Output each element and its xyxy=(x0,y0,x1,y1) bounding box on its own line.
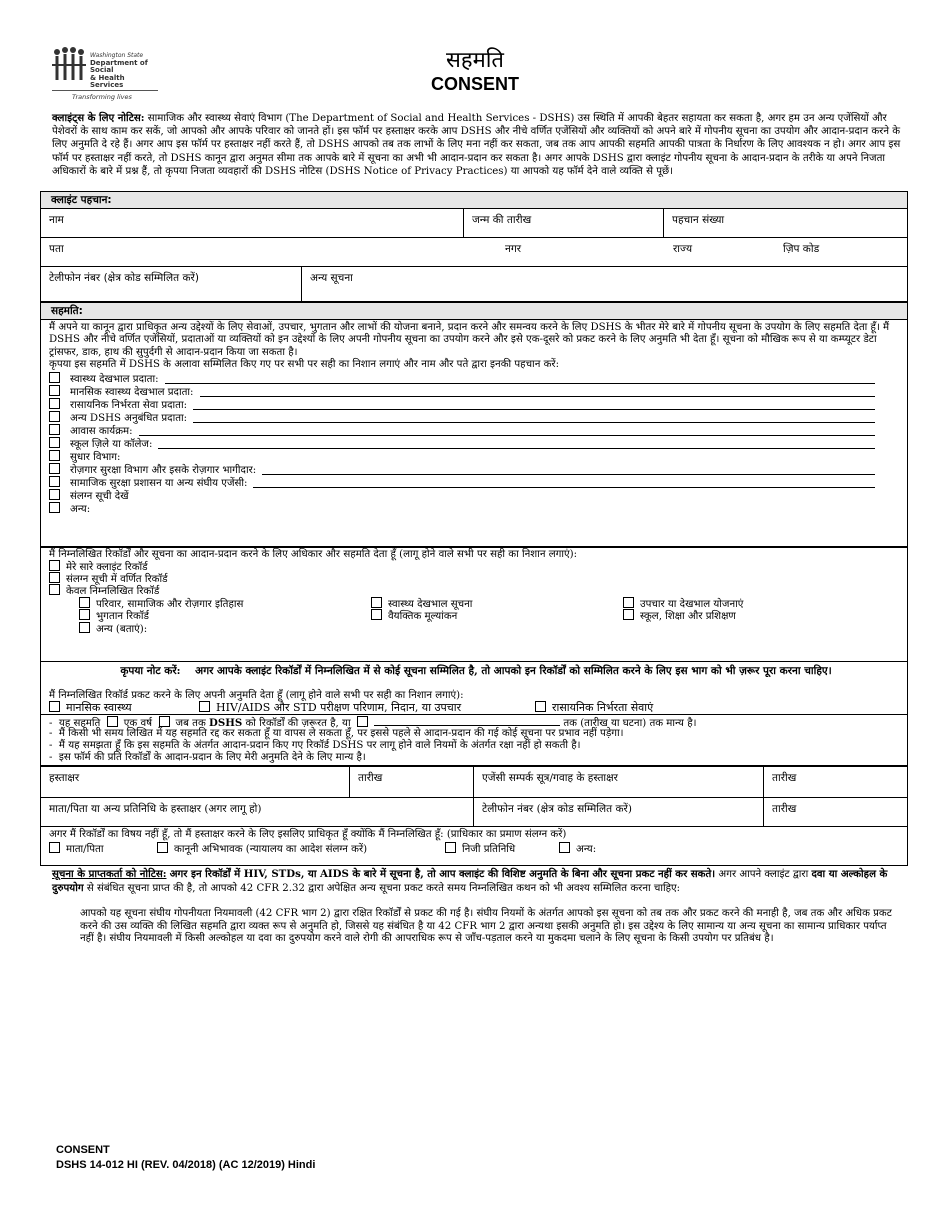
until-label: जब तक xyxy=(175,718,206,729)
family-history-label: परिवार, सामाजिक और रोज़गार इतिहास xyxy=(96,599,244,610)
one-year-label: एक वर्ष xyxy=(123,718,153,729)
validity-bullet-3: - मैं यह समझता हूँ कि इस सहमति के अंतर्गत आदान-प्रदान किए गए रिकॉर्ड DSHS पर लागू होने वाले नियमों के अंतर्गत रक्षा नहीं हो सकती है। xyxy=(49,740,581,751)
provider-row[interactable] xyxy=(49,463,256,476)
client-identification-section xyxy=(40,191,908,302)
provider-row[interactable] xyxy=(49,424,133,437)
mental-health-label: मानसिक स्वास्थ्य xyxy=(66,701,132,714)
logo-dept: Department of Social xyxy=(90,58,148,74)
validity-bullet-2: - मैं किसी भी समय लिखित में यह सहमति रद्द कर सकता हूँ या वापस ले सकता हूँ, पर इससे पहले से आदान-प्रदान की गई कोई सूचना पर प्रभाव नहीं पड़ेगा। xyxy=(49,728,624,739)
auth-guardian-checkbox[interactable] xyxy=(157,842,168,853)
client-zip-label: ज़िप कोड xyxy=(783,243,820,255)
client-phone-field[interactable] xyxy=(41,267,301,301)
mental-health-checkbox[interactable] xyxy=(49,701,60,712)
client-address-label: पता xyxy=(49,243,64,255)
validity-bullet-4: - इस फॉर्म की प्रति रिकॉर्डों के आदान-प्रदान के लिए मेरी अनुमति देने के लिए मान्य है। xyxy=(49,752,366,763)
client-city-label: नगर xyxy=(505,243,522,255)
client-row-1 xyxy=(41,209,907,238)
signature-section xyxy=(40,766,908,866)
provider-name-input[interactable] xyxy=(139,435,875,436)
sig-row-2 xyxy=(41,798,907,827)
provider-row[interactable] xyxy=(49,385,194,398)
client-phone-label: टेलीफोन नंबर (क्षेत्र कोड सम्मिलित करें) xyxy=(49,272,199,284)
special-note-label: कृपया नोट करें: xyxy=(120,665,181,677)
signature-date-label: तारीख xyxy=(358,772,383,784)
client-section-label: क्लाइंट पहचान: xyxy=(41,192,907,209)
provider-checkbox[interactable] xyxy=(49,437,60,448)
auth-personal-rep[interactable] xyxy=(445,842,515,856)
special-mental-health[interactable] xyxy=(49,701,132,714)
consent-para1: मैं अपने या कानून द्वारा प्राधिकृत अन्य उद्देश्यों के लिए सेवाओं, उपचार, भुगतान और लाभों की योजना बनाने, प्रदान करने और समन्वय करने के लिए DSHS के भीतर मेरे बारे में गोपनीय सूचना के उपयोग के लिए सहमति देता हूँ। मैं DSHS और नीचे वर्णित एजेंसियों, प्रदाताओं या व्यक्तियों को इन उद्देश्यों के लिए अपनी गोपनीय सूचना का उपयोग करने और इसे एक-दूसरे को प्रकट करने के लिए अनुमति भी देता हूँ। सूचना को मौखिक रूप से या कम्प्यूटर डेटा ट्रांसफर, डाक, हाथ की सुपुर्दगी से आदान-प्रदान किया जा सकता है। xyxy=(49,322,890,358)
provider-label: स्वास्थ्य देखभाल प्रदाता: xyxy=(70,374,159,385)
records-attached-checkbox[interactable] xyxy=(49,572,60,583)
validity-section xyxy=(40,715,908,766)
records-assessment[interactable] xyxy=(371,609,457,623)
special-note xyxy=(51,665,901,678)
logo-dept2: & Health Services xyxy=(90,73,125,89)
logo-state: Washington State xyxy=(90,52,144,59)
client-name-label: नाम xyxy=(49,214,64,226)
provider-checkbox[interactable] xyxy=(49,385,60,396)
provider-name-input[interactable] xyxy=(193,409,875,410)
signature-date-field[interactable] xyxy=(349,767,473,797)
recipient-quote: आपको यह सूचना संघीय गोपनीयता नियमावली (42 CFR भाग 2) द्वारा रक्षित रिकॉर्डों से प्रकट की गई है। संघीय नियमों के अंतर्गत आपको इस सूचना को तब तक और प्रकट करने की मनाही है, जब तक और अधिक प्रकट करने की उस व्यक्ति की लिखित सहमति द्वारा व्यक्त रूप से अनुमति हो, जिससे यह संबंधित है या 42 CFR भाग 2 द्वारा अन्यथा इसकी अनुमति हो। इस उद्देश्य के लिए सामान्य या अन्य सूचना का सामान्य प्राधिकार पर्याप्त नहीं है। संघीय नियमावली में किसी अल्कोहल या दवा का दुरुपयोग करने वाले रोगी की आपराधिक रूप से जाँच-पड़ताल करने या मुकदमा चलाने के लिए सूचना के किसी उपयोग पर प्रतिबंध है। xyxy=(80,908,892,945)
provider-label: आवास कार्यक्रम: xyxy=(70,426,133,437)
validity-b2-text: मैं किसी भी समय लिखित में यह सहमति रद्द कर सकता हूँ या वापस ले सकता हूँ, पर इससे पहले से आदान-प्रदान की गई कोई सूचना पर प्रभाव नहीं पड़ेगा। xyxy=(58,728,624,739)
provider-label: मानसिक स्वास्थ्य देखभाल प्रदाता: xyxy=(70,387,194,398)
provider-label: संलग्न सूची देखें xyxy=(70,491,129,502)
provider-label: सामाजिक सुरक्षा प्रशासन या अन्य संघीय एजेंसी: xyxy=(70,478,248,489)
signature-label: हस्ताक्षर xyxy=(49,772,80,784)
provider-checkbox[interactable] xyxy=(49,502,60,513)
provider-label: अन्य DSHS अनुबंधित प्रदाता: xyxy=(70,413,188,424)
provider-row[interactable] xyxy=(49,437,152,450)
parent-date-label: तारीख xyxy=(772,803,797,815)
provider-name-input[interactable] xyxy=(165,383,875,384)
until-date-input[interactable] xyxy=(374,725,560,726)
health-care-checkbox[interactable] xyxy=(371,597,382,608)
parent-signature-label: माता/पिता या अन्य प्रतिनिधि के हस्ताक्षर (अगर लागू हो) xyxy=(49,803,262,815)
provider-checkbox[interactable] xyxy=(49,398,60,409)
notice-label: क्लाइंट्स के लिए नोटिस: xyxy=(52,112,145,124)
special-chemical[interactable] xyxy=(535,701,653,714)
agency-date-field[interactable] xyxy=(763,767,907,797)
client-id-label: पहचान संख्या xyxy=(672,214,725,226)
agency-date-label: तारीख xyxy=(772,772,797,784)
provider-checkbox[interactable] xyxy=(49,424,60,435)
chemical-label: रासायनिक निर्भरता सेवाएं xyxy=(552,701,654,714)
provider-checkbox[interactable] xyxy=(49,372,60,383)
provider-row[interactable] xyxy=(49,489,129,502)
provider-checkbox[interactable] xyxy=(49,476,60,487)
one-year-checkbox[interactable] xyxy=(107,716,118,727)
consent-para2: कृपया इस सहमति में DSHS के अलावा सम्मिलित किए गए पर सभी पर सही का निशान लगाएं और नाम और पते द्वारा इनकी पहचान करें: xyxy=(49,359,560,370)
client-row-3 xyxy=(41,267,907,301)
treatment-plans-label: उपचार या देखभाल योजनाएं xyxy=(640,599,744,610)
validity-pre: यह सहमति xyxy=(58,718,101,729)
signature-field[interactable] xyxy=(41,767,349,797)
logo-tagline: Transforming lives xyxy=(72,93,132,101)
auth-guardian-label: कानूनी अभिभावक (न्यायालय का आदेश संलग्न करें) xyxy=(174,844,368,855)
sig-row-1 xyxy=(41,767,907,798)
school-checkbox[interactable] xyxy=(623,609,634,620)
authority-row xyxy=(41,827,907,865)
validity-b3-text: मैं यह समझता हूँ कि इस सहमति के अंतर्गत आदान-प्रदान किए गए रिकॉर्ड DSHS पर लागू होने वाले नियमों के अंतर्गत रक्षा नहीं हो सकती है। xyxy=(58,740,581,751)
provider-row[interactable] xyxy=(49,398,187,411)
auth-personal-rep-label: निजी प्रतिनिधि xyxy=(462,844,516,855)
hiv-checkbox[interactable] xyxy=(199,701,210,712)
records-school[interactable] xyxy=(623,609,736,623)
special-intro: मैं निम्नलिखित रिकॉर्ड प्रकट करने के लिए अपनी अनुमति देता हूँ (लागू होने वाले सभी पर सही का निशान लगाएं): xyxy=(49,690,464,701)
recipient-text-post: से संबंधित सूचना प्राप्त की है, तो आपको 42 CFR 2.32 द्वारा अपेक्षित अन्य सूचना प्रकट करते समय निम्नलिखित कथन को भी अवश्य सम्मिलित करना चाहिए: xyxy=(86,882,681,894)
auth-parent-checkbox[interactable] xyxy=(49,842,60,853)
records-only-checkbox[interactable] xyxy=(49,584,60,595)
agency-contact-label: एजेंसी सम्पर्क सूत्र/गवाह के हस्ताक्षर xyxy=(482,772,618,784)
parent-phone-field[interactable] xyxy=(473,798,763,826)
until-date-checkbox[interactable] xyxy=(357,716,368,727)
assessment-checkbox[interactable] xyxy=(371,609,382,620)
recipient-text-pre: अगर आपने क्लाइंट द्वारा xyxy=(718,869,809,880)
recipient-text-bold: दवा या अल्कोहल के दुरुपयोग xyxy=(52,868,888,894)
provider-checkbox[interactable] xyxy=(49,450,60,461)
records-payment[interactable] xyxy=(79,609,149,623)
auth-other-label: अन्य: xyxy=(576,844,597,855)
title-hindi: सहमति xyxy=(446,48,504,73)
special-hiv[interactable] xyxy=(199,701,461,714)
client-state-field[interactable] xyxy=(665,238,775,266)
auth-guardian[interactable] xyxy=(157,842,367,856)
provider-name-input[interactable] xyxy=(193,422,875,423)
records-intro: मैं निम्नलिखित रिकॉर्डों और सूचना का आदान-प्रदान करने के लिए अधिकार और सहमति देता हूँ (लागू होने वाले सभी पर सही का निशान लगाएं): xyxy=(49,549,578,560)
title-english: CONSENT xyxy=(430,74,519,94)
health-care-label: स्वास्थ्य देखभाल सूचना xyxy=(388,599,473,610)
records-other[interactable] xyxy=(79,622,147,636)
client-city-field[interactable] xyxy=(497,238,665,266)
treatment-plans-checkbox[interactable] xyxy=(623,597,634,608)
special-note-text: अगर आपके क्लाइंट रिकॉर्डों में निम्नलिखित में से कोई सूचना सम्मिलित है, तो आपको इन रिकॉर्डों को सम्मिलित करने के लिए इस भाग को भी ज़रूर पूरा करना चाहिए। xyxy=(195,665,832,677)
provider-label: अन्य: xyxy=(70,504,91,515)
recipient-bold-text: अगर इन रिकॉर्डों में HIV, STDs, या AIDS के बारे में सूचना है, तो आप क्लाइंट की विशिष्ट अनुमति के बिना और सूचना प्रकट नहीं कर सकते। xyxy=(169,868,716,880)
client-other-info-field[interactable] xyxy=(301,267,907,301)
provider-checkbox[interactable] xyxy=(49,489,60,500)
provider-row[interactable] xyxy=(49,372,159,385)
client-id-field[interactable] xyxy=(663,209,907,237)
validity-bullet-1: - यह सहमति एक वर्ष जब तक DSHS को रिकॉर्डों की ज़रूरत है, या तक (तारीख या घटना) तक मान्य है। xyxy=(49,717,697,729)
validity-post: तक (तारीख या घटना) तक मान्य है। xyxy=(563,718,697,729)
agency-contact-field[interactable] xyxy=(473,767,763,797)
client-notice xyxy=(52,112,902,178)
provider-checkbox[interactable] xyxy=(49,463,60,474)
consent-section xyxy=(40,302,908,547)
client-state-label: राज्य xyxy=(673,243,693,255)
provider-row[interactable] xyxy=(49,450,120,463)
provider-checkbox[interactable] xyxy=(49,411,60,422)
parent-date-field[interactable] xyxy=(763,798,907,826)
auth-other-checkbox[interactable] xyxy=(559,842,570,853)
validity-dshs: DSHS xyxy=(209,717,243,729)
auth-other[interactable] xyxy=(559,842,596,856)
records-option-only[interactable] xyxy=(49,584,159,598)
provider-label: स्कूल ज़िले या कॉलेज: xyxy=(70,439,153,450)
validity-need: को रिकॉर्डों की ज़रूरत है, या xyxy=(245,718,351,729)
auth-parent-label: माता/पिता xyxy=(66,844,104,855)
auth-parent[interactable] xyxy=(49,842,103,856)
provider-label: रासायनिक निर्भरता सेवा प्रदाता: xyxy=(70,400,188,411)
payment-label: भुगतान रिकॉर्ड xyxy=(96,611,149,622)
client-dob-label: जन्म की तारीख xyxy=(472,214,532,226)
provider-row[interactable] xyxy=(49,502,90,515)
validity-b4-text: इस फॉर्म की प्रति रिकॉर्डों के आदान-प्रदान के लिए मेरी अनुमति देने के लिए मान्य है। xyxy=(58,752,366,763)
recipient-notice xyxy=(52,868,904,895)
special-records-section xyxy=(40,662,908,715)
assessment-label: वैयक्तिक मूल्यांकन xyxy=(388,611,458,622)
client-dob-field[interactable] xyxy=(463,209,663,237)
records-attached-label: संलग्न सूची में वर्णित रिकॉर्ड xyxy=(66,574,168,585)
client-other-info-label: अन्य सूचना xyxy=(310,272,353,284)
client-name-field[interactable] xyxy=(41,209,463,237)
client-row-2 xyxy=(41,238,907,267)
consent-section-label: सहमति: xyxy=(41,303,907,320)
auth-personal-rep-checkbox[interactable] xyxy=(445,842,456,853)
records-section xyxy=(40,547,908,662)
provider-name-input[interactable] xyxy=(158,448,875,449)
records-other-label: अन्य (बताएं): xyxy=(96,624,148,635)
recipient-label: सूचना के प्राप्तकर्ता को नोटिस: xyxy=(52,868,167,880)
provider-label: रोज़गार सुरक्षा विभाग और इसके रोज़गार भागीदार: xyxy=(70,465,257,476)
school-label: स्कूल, शिक्षा और प्रशिक्षण xyxy=(640,611,736,622)
records-other-checkbox[interactable] xyxy=(79,622,90,633)
records-all-checkbox[interactable] xyxy=(49,560,60,571)
chemical-checkbox[interactable] xyxy=(535,701,546,712)
provider-label: सुधार विभाग: xyxy=(70,452,121,463)
provider-row[interactable] xyxy=(49,476,247,489)
authority-text: अगर मैं रिकॉर्डों का विषय नहीं हूँ, तो मैं हस्ताक्षर करने के लिए इसलिए प्राधिकृत हूँ क्योंकि मैं निम्नलिखित हूँ: (प्राधिकार का प्रमाण संलग्न करें) xyxy=(49,829,567,840)
hiv-label: HIV/AIDS और STD परीक्षण परिणाम, निदान, या उपचार xyxy=(216,701,462,714)
payment-checkbox[interactable] xyxy=(79,609,90,620)
until-needed-checkbox[interactable] xyxy=(159,716,170,727)
parent-signature-field[interactable] xyxy=(41,798,473,826)
records-all-label: मेरे सारे क्लाइंट रिकॉर्ड xyxy=(66,562,148,573)
provider-row[interactable] xyxy=(49,411,187,424)
provider-name-input[interactable] xyxy=(253,487,875,488)
footer-form-number: DSHS 14-012 HI (REV. 04/2018) (AC 12/2019) Hindi xyxy=(56,1159,316,1171)
provider-name-input[interactable] xyxy=(200,396,875,397)
parent-phone-label: टेलीफोन नंबर (क्षेत्र कोड सम्मिलित करें) xyxy=(482,803,632,815)
footer-form-name: CONSENT xyxy=(56,1144,110,1156)
records-only-label: केवल निम्नलिखित रिकॉर्ड xyxy=(66,586,160,597)
client-address-field[interactable] xyxy=(41,238,497,266)
family-history-checkbox[interactable] xyxy=(79,597,90,608)
notice-text: सामाजिक और स्वास्थ्य सेवाएं विभाग (The Department of Social and Health Services - DSHS) उस स्थिति में आपकी बेहतर सहायता कर सकता है, अगर हम उन अन्य एजेंसियों और पेशेवरों के साथ काम कर सकें, जो आपको और आपके परिवार को जानते हों। इस फॉर्म पर हस्ताक्षर करके आप DSHS और नीचे वर्णित एजेंसियों और व्यक्तियों को अपने बारे में गोपनीय सूचना का उपयोग और आदान-प्रदान करने के लिए अनुमति दे रहे हैं। अगर आप इस फॉर्म पर हस्ताक्षर नहीं करते हैं, तो DSHS आपको तब तक लाभों के लिए मना नहीं कर सकता, जब तक आप आपकी सहमति आपकी पात्रता के निर्धारण के लिए आवश्यक न हो। अगर आप इस फॉर्म पर हस्ताक्षर नहीं करते, तो DSHS कानून द्वारा अनुमत सीमा तक आपके बारे में सूचना का अभी भी आदान-प्रदान कर सकता है। अगर आपके DSHS द्वारा क्लाइंट गोपनीय सूचना के आदान-प्रदान के तरीके या अपने निजता अधिकारों के बारे में प्रश्न हैं, तो कृपया निजता व्यवहारों की DSHS नोटिस (DSHS Notice of Privacy Practices) या आपको यह फॉर्म देने वाले व्यक्ति से पूछें। xyxy=(52,113,901,177)
client-zip-field[interactable] xyxy=(775,238,907,266)
provider-name-input[interactable] xyxy=(262,474,875,475)
